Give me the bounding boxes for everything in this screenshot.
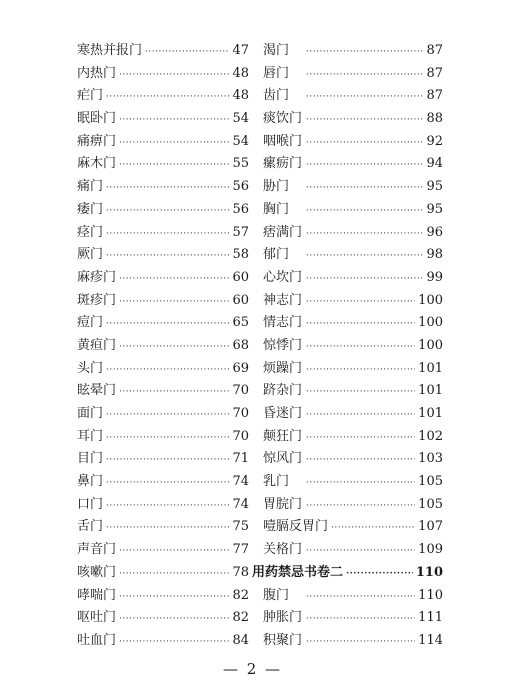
toc-entry bbox=[77, 426, 249, 449]
dot-leader bbox=[119, 631, 229, 654]
toc-entry bbox=[77, 222, 249, 245]
toc-entry-title: 口门 bbox=[77, 496, 104, 512]
dot-leader bbox=[119, 381, 229, 404]
toc-entry bbox=[77, 267, 249, 290]
toc-entry-title: 胁门 bbox=[263, 179, 290, 195]
toc-entry-title: 厥门 bbox=[77, 247, 104, 263]
toc-entry bbox=[77, 153, 249, 176]
dot-leader bbox=[119, 291, 229, 314]
toc-entry-title: 渴门 bbox=[263, 43, 290, 58]
toc-entry-page: 55 bbox=[232, 156, 249, 172]
toc-entry bbox=[77, 108, 249, 131]
toc-entry-page: 111 bbox=[418, 610, 443, 626]
toc-entry-title: 痉门 bbox=[77, 224, 104, 240]
dot-leader bbox=[306, 313, 415, 336]
toc-entry-title: 痿门 bbox=[77, 201, 104, 217]
toc-entry-page: 110 bbox=[418, 587, 443, 603]
dot-leader bbox=[106, 200, 229, 223]
toc-entry-title: 肿胀门 bbox=[263, 610, 303, 626]
toc-entry-title: 痛门 bbox=[77, 179, 104, 195]
toc-entry-page: 114 bbox=[418, 632, 443, 648]
toc-entry-page: 78 bbox=[232, 564, 249, 580]
toc-entry-title: 斑疹门 bbox=[77, 292, 117, 308]
toc-entry bbox=[77, 471, 249, 494]
toc-entry-title: 麻疹门 bbox=[77, 269, 117, 285]
toc-entry bbox=[263, 40, 443, 63]
dot-leader bbox=[119, 586, 229, 609]
toc-entry-page: 87 bbox=[426, 88, 443, 104]
dot-leader bbox=[119, 132, 229, 155]
dot-leader bbox=[306, 631, 415, 654]
dot-leader bbox=[106, 427, 229, 450]
toc-entry-page: 98 bbox=[426, 247, 443, 263]
toc-entry bbox=[263, 222, 443, 245]
toc-entry bbox=[263, 153, 443, 176]
dot-leader bbox=[306, 404, 415, 427]
toc-left-column bbox=[77, 40, 249, 653]
toc-entry-page: 101 bbox=[418, 406, 443, 421]
toc-entry-title: 痘门 bbox=[77, 315, 104, 331]
dot-leader bbox=[106, 495, 229, 518]
dot-leader bbox=[106, 404, 229, 427]
dot-leader bbox=[306, 540, 415, 563]
dot-leader bbox=[306, 449, 415, 472]
toc-entry bbox=[263, 335, 443, 358]
toc-entry-page: 94 bbox=[426, 156, 443, 172]
toc-entry-page: 57 bbox=[232, 224, 249, 240]
toc-entry-page: 56 bbox=[232, 201, 249, 217]
dot-leader bbox=[306, 608, 415, 631]
dot-leader bbox=[306, 177, 423, 200]
dot-leader bbox=[106, 313, 229, 336]
toc-entry-title: 颠狂门 bbox=[263, 428, 303, 444]
toc-entry bbox=[263, 312, 443, 335]
toc-entry bbox=[77, 312, 249, 335]
toc-entry-title: 神志门 bbox=[263, 292, 303, 308]
toc-entry-title: 鼻门 bbox=[77, 474, 104, 490]
dot-leader bbox=[119, 540, 229, 563]
dot-leader bbox=[106, 517, 229, 540]
toc-entry bbox=[263, 290, 443, 313]
toc-entry bbox=[263, 585, 443, 608]
toc-entry bbox=[263, 471, 443, 494]
dot-leader bbox=[106, 245, 229, 268]
toc-entry-title: 昏迷门 bbox=[263, 406, 303, 421]
toc-entry-page: 100 bbox=[418, 337, 443, 353]
dot-leader bbox=[306, 109, 423, 132]
toc-entry bbox=[263, 630, 443, 653]
dot-leader bbox=[306, 359, 415, 382]
toc-entry-page: 105 bbox=[418, 496, 443, 512]
dot-leader bbox=[306, 86, 423, 109]
dot-leader bbox=[306, 291, 415, 314]
toc-entry-title: 情志门 bbox=[263, 315, 303, 331]
toc-entry-title: 舌门 bbox=[77, 519, 104, 535]
dot-leader bbox=[106, 449, 229, 472]
toc-entry-title: 跻杂门 bbox=[263, 383, 303, 399]
toc-entry bbox=[77, 516, 249, 539]
toc-entry-page: 105 bbox=[418, 474, 443, 490]
toc-entry-title: 黄疸门 bbox=[77, 337, 117, 353]
dot-leader bbox=[145, 41, 229, 64]
toc-entry bbox=[263, 539, 443, 562]
toc-entry-page: 100 bbox=[418, 292, 443, 308]
toc-entry-page: 75 bbox=[232, 519, 249, 535]
toc-entry bbox=[263, 176, 443, 199]
toc-entry bbox=[263, 426, 443, 449]
toc-entry bbox=[77, 630, 249, 653]
dot-leader bbox=[306, 381, 415, 404]
toc-entry-page: 101 bbox=[418, 360, 443, 376]
dot-leader bbox=[346, 563, 413, 586]
dot-leader bbox=[106, 177, 229, 200]
toc-entry bbox=[77, 244, 249, 267]
toc-entry-page: 87 bbox=[426, 43, 443, 58]
toc-entry bbox=[77, 403, 249, 426]
toc-entry-title: 呕吐门 bbox=[77, 610, 117, 626]
dot-leader bbox=[119, 608, 229, 631]
dot-leader bbox=[119, 64, 229, 87]
toc-entry bbox=[263, 403, 443, 426]
toc-entry bbox=[263, 131, 443, 154]
dot-leader bbox=[306, 268, 423, 291]
toc-entry-title: 烦躁门 bbox=[263, 360, 303, 376]
dot-leader bbox=[119, 109, 229, 132]
dot-leader bbox=[306, 336, 415, 359]
dot-leader bbox=[306, 495, 415, 518]
toc-entry bbox=[263, 63, 443, 86]
toc-entry-title: 胃脘门 bbox=[263, 496, 303, 512]
dot-leader bbox=[331, 517, 415, 540]
toc-entry-page: 74 bbox=[232, 474, 249, 490]
toc-entry bbox=[77, 539, 249, 562]
dot-leader bbox=[106, 472, 229, 495]
dot-leader bbox=[119, 154, 229, 177]
toc-entry-page: 82 bbox=[232, 587, 249, 603]
toc-entry-title: 咳嗽门 bbox=[77, 564, 117, 580]
toc-entry-page: 95 bbox=[426, 179, 443, 195]
toc-entry-page: 87 bbox=[426, 65, 443, 81]
toc-entry bbox=[263, 108, 443, 131]
toc-entry-page: 99 bbox=[426, 269, 443, 285]
toc-entry-page: 69 bbox=[232, 360, 249, 376]
toc-entry-title: 噎膈反胃门 bbox=[263, 519, 329, 535]
toc-entry-page: 54 bbox=[232, 133, 249, 149]
page-number: — 2 — bbox=[222, 660, 283, 678]
dot-leader bbox=[119, 268, 229, 291]
dot-leader bbox=[119, 563, 229, 586]
toc-entry-page: 56 bbox=[232, 179, 249, 195]
toc-entry-title: 寒热并报门 bbox=[77, 43, 143, 58]
toc-entry-page: 96 bbox=[426, 224, 443, 240]
dot-leader bbox=[106, 86, 229, 109]
toc-entry bbox=[263, 358, 443, 381]
toc-entry-title: 胸门 bbox=[263, 201, 290, 217]
toc-entry bbox=[263, 448, 443, 471]
toc-entry-page: 60 bbox=[232, 269, 249, 285]
toc-entry-title: 吐血门 bbox=[77, 632, 117, 648]
toc-entry bbox=[263, 494, 443, 517]
toc-entry-page: 70 bbox=[232, 406, 249, 421]
toc-entry-title: 咽喉门 bbox=[263, 133, 303, 149]
toc-entry-page: 58 bbox=[232, 247, 249, 263]
toc-entry-page: 77 bbox=[232, 542, 249, 558]
toc-entry bbox=[77, 40, 249, 63]
toc-entry bbox=[263, 380, 443, 403]
toc-entry-title: 目门 bbox=[77, 451, 104, 467]
toc-entry-page: 84 bbox=[232, 632, 249, 648]
dot-leader bbox=[306, 586, 415, 609]
dot-leader bbox=[306, 132, 423, 155]
dot-leader bbox=[306, 154, 423, 177]
toc-entry bbox=[77, 176, 249, 199]
toc-entry bbox=[77, 494, 249, 517]
toc-entry-title: 惊风门 bbox=[263, 451, 303, 467]
toc-entry-page: 70 bbox=[232, 428, 249, 444]
toc-entry-title: 眠卧门 bbox=[77, 111, 117, 127]
toc-entry-page: 71 bbox=[232, 451, 249, 467]
toc-entry-page: 48 bbox=[232, 65, 249, 81]
toc-entry-page: 47 bbox=[232, 43, 249, 58]
toc-entry-title: 郁门 bbox=[263, 247, 290, 263]
toc-entry bbox=[77, 585, 249, 608]
toc-entry-page: 107 bbox=[418, 519, 443, 535]
toc-entry bbox=[77, 85, 249, 108]
toc-section-heading bbox=[252, 562, 443, 585]
toc-entry bbox=[77, 335, 249, 358]
toc-entry bbox=[263, 199, 443, 222]
toc-entry-title: 瘰疬门 bbox=[263, 156, 303, 172]
toc-entry bbox=[77, 380, 249, 403]
dot-leader bbox=[306, 200, 423, 223]
toc-entry bbox=[263, 267, 443, 290]
toc-entry-title: 耳门 bbox=[77, 428, 104, 444]
toc-entry-page: 74 bbox=[232, 496, 249, 512]
toc-entry-page: 100 bbox=[418, 315, 443, 331]
toc-entry-title: 麻木门 bbox=[77, 156, 117, 172]
toc-entry bbox=[263, 85, 443, 108]
toc-entry-title: 面门 bbox=[77, 406, 104, 421]
toc-entry bbox=[263, 607, 443, 630]
dot-leader bbox=[306, 427, 415, 450]
toc-entry bbox=[77, 448, 249, 471]
toc-entry-page: 68 bbox=[232, 337, 249, 353]
toc-entry-page: 48 bbox=[232, 88, 249, 104]
toc-entry-title: 心坎门 bbox=[263, 269, 303, 285]
toc-entry bbox=[77, 199, 249, 222]
toc-entry-title: 哮喘门 bbox=[77, 587, 117, 603]
toc-entry bbox=[77, 290, 249, 313]
dot-leader bbox=[106, 223, 229, 246]
toc-entry-title: 唇门 bbox=[263, 65, 290, 81]
toc-entry-title: 积聚门 bbox=[263, 632, 303, 648]
toc-entry-title: 痞满门 bbox=[263, 224, 303, 240]
toc-entry bbox=[77, 607, 249, 630]
toc-entry-page: 54 bbox=[232, 111, 249, 127]
toc-entry-title: 眩晕门 bbox=[77, 383, 117, 399]
dot-leader bbox=[306, 472, 415, 495]
toc-entry-title: 腹门 bbox=[263, 587, 290, 603]
toc-entry-title: 内热门 bbox=[77, 65, 117, 81]
dot-leader bbox=[119, 336, 229, 359]
toc-entry-title: 痛痹门 bbox=[77, 133, 117, 149]
toc-entry-page: 101 bbox=[418, 383, 443, 399]
toc-entry-title: 齿门 bbox=[263, 88, 290, 104]
toc-entry-title: 头门 bbox=[77, 360, 104, 376]
toc-entry-page: 102 bbox=[418, 428, 443, 444]
toc-entry-title: 疟门 bbox=[77, 88, 104, 104]
toc-entry bbox=[77, 562, 249, 585]
toc-entry-title: 乳门 bbox=[263, 474, 290, 490]
dot-leader bbox=[306, 64, 423, 87]
toc-entry-page: 82 bbox=[232, 610, 249, 626]
toc-entry-page: 95 bbox=[426, 201, 443, 217]
toc-entry-title: 声音门 bbox=[77, 542, 117, 558]
toc-entry bbox=[263, 516, 443, 539]
dot-leader bbox=[306, 41, 423, 64]
toc-entry-page: 88 bbox=[426, 111, 443, 127]
dot-leader bbox=[306, 245, 423, 268]
toc-entry-page: 92 bbox=[426, 133, 443, 149]
toc-entry-page: 65 bbox=[232, 315, 249, 331]
toc-entry-title: 惊悸门 bbox=[263, 337, 303, 353]
toc-right-column bbox=[252, 40, 443, 653]
toc-entry bbox=[77, 63, 249, 86]
toc-entry-page: 109 bbox=[418, 542, 443, 558]
dot-leader bbox=[306, 223, 423, 246]
toc-entry-page: 110 bbox=[415, 564, 443, 580]
toc-entry-title: 关格门 bbox=[263, 542, 303, 558]
toc-entry-page: 70 bbox=[232, 383, 249, 399]
toc-entry-title: 用药禁忌书卷二 bbox=[252, 564, 344, 580]
toc-entry-title: 痰饮门 bbox=[263, 111, 303, 127]
toc-entry-page: 103 bbox=[418, 451, 443, 467]
toc-entry-page: 60 bbox=[232, 292, 249, 308]
dot-leader bbox=[106, 359, 229, 382]
toc-entry bbox=[263, 244, 443, 267]
toc-entry bbox=[77, 358, 249, 381]
toc-entry bbox=[77, 131, 249, 154]
